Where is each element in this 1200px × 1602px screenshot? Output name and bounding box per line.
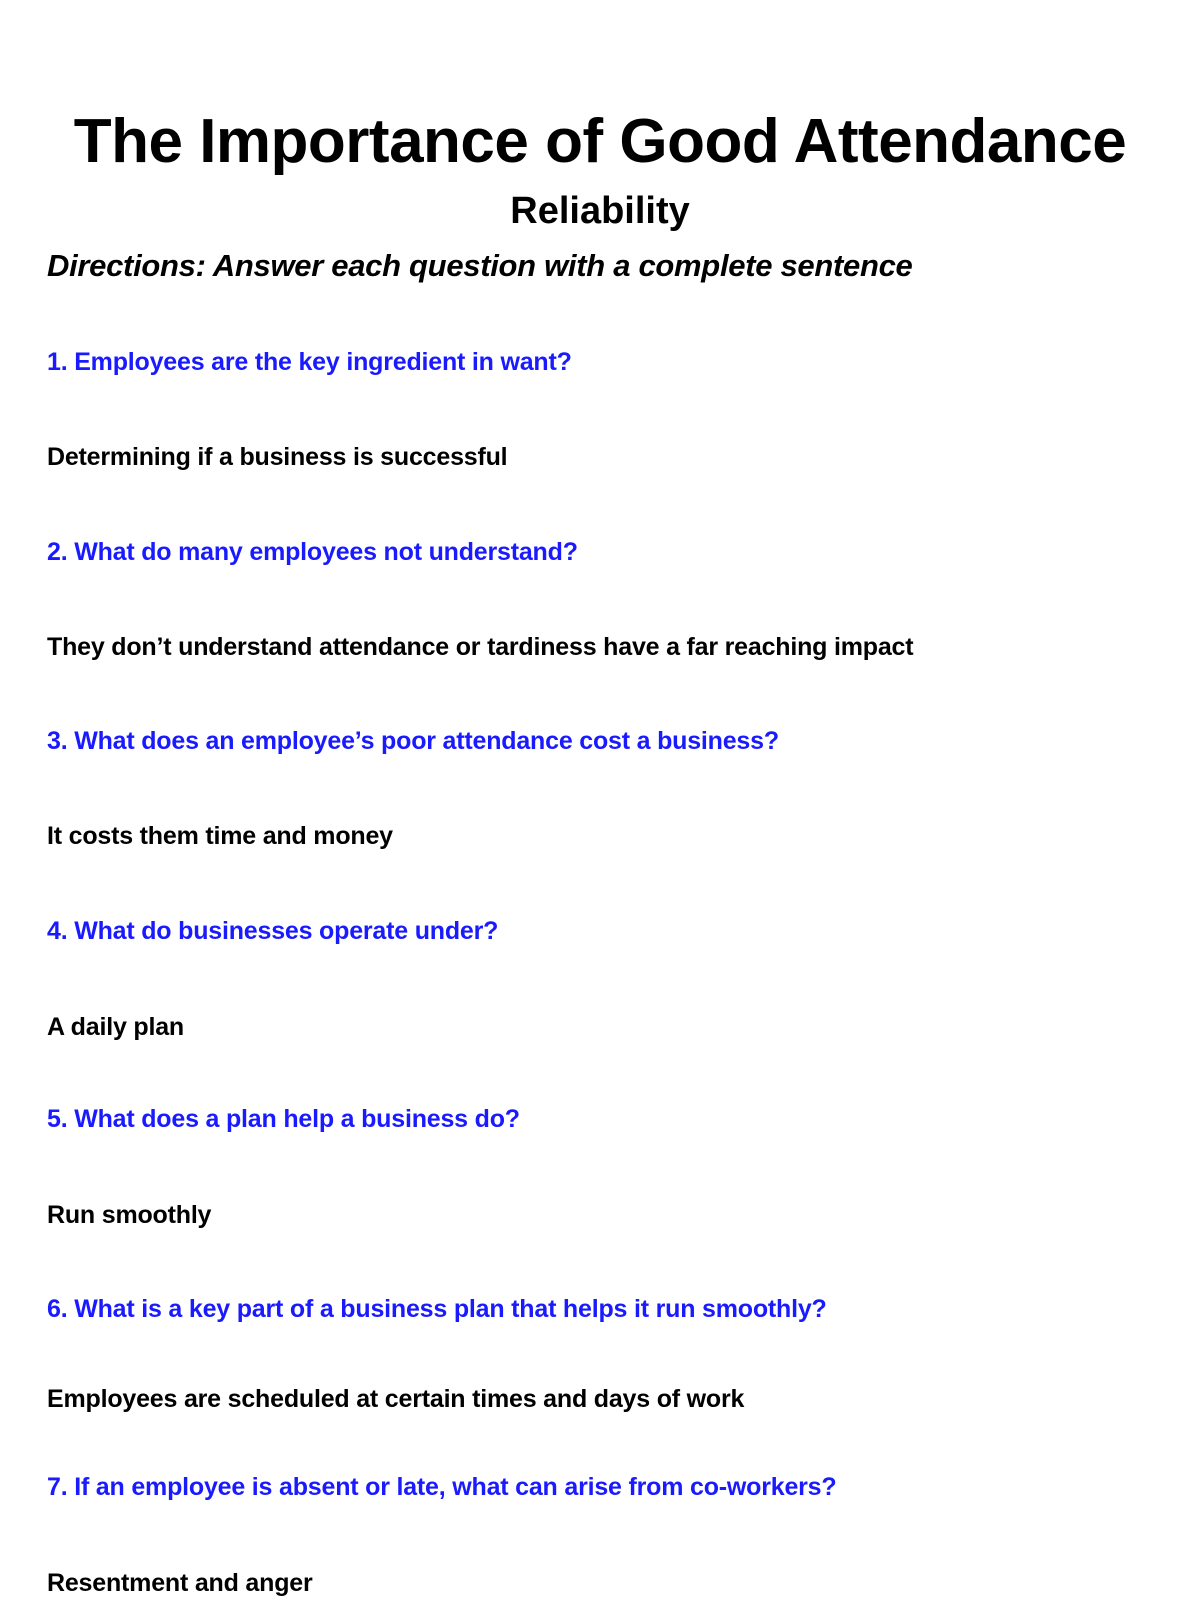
- question-7: 7. If an employee is absent or late, what can arise from co-workers?: [47, 1473, 837, 1501]
- answer-6: Employees are scheduled at certain times and days of work: [47, 1385, 745, 1413]
- question-4: 4. What do businesses operate under?: [47, 917, 499, 945]
- answer-7: Resentment and anger: [47, 1569, 313, 1597]
- question-6: 6. What is a key part of a business plan that helps it run smoothly?: [47, 1295, 827, 1323]
- question-3: 3. What does an employee’s poor attendance cost a business?: [47, 727, 779, 755]
- answer-2: They don’t understand attendance or tardiness have a far reaching impact: [47, 633, 914, 661]
- question-5: 5. What does a plan help a business do?: [47, 1105, 520, 1133]
- answer-4: A daily plan: [47, 1013, 184, 1041]
- directions-text: Directions: Answer each question with a complete sentence: [47, 248, 913, 283]
- document-title: The Importance of Good Attendance: [73, 107, 1127, 176]
- answer-5: Run smoothly: [47, 1201, 212, 1229]
- answer-1: Determining if a business is successful: [47, 443, 508, 471]
- question-2: 2. What do many employees not understand?: [47, 538, 578, 566]
- document-subtitle: Reliability: [510, 190, 690, 232]
- answer-3: It costs them time and money: [47, 822, 393, 850]
- question-1: 1. Employees are the key ingredient in want?: [47, 348, 572, 376]
